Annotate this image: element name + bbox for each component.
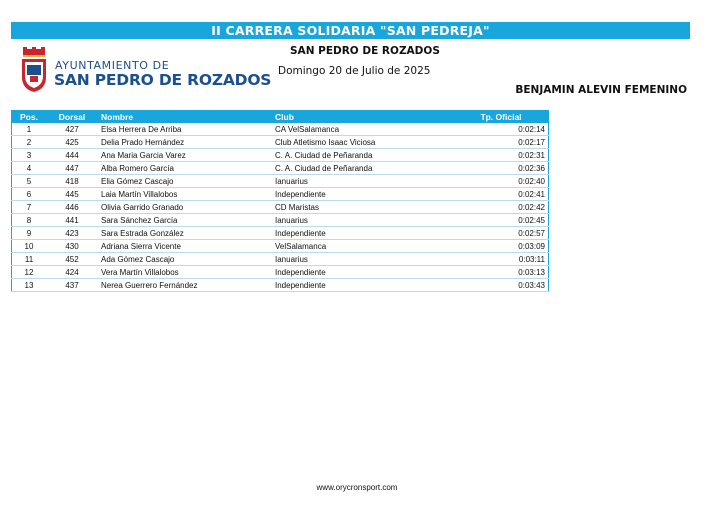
table-row [12, 253, 549, 266]
table-row [12, 136, 549, 149]
table-row [12, 149, 549, 162]
cell-official-time: 0:03:13 [518, 267, 545, 277]
cell-position: 9 [26, 228, 32, 238]
logo-line-1: AYUNTAMIENTO DE [55, 59, 170, 72]
table-row [12, 266, 549, 279]
cell-name: Nerea Guerrero Fernández [101, 280, 198, 290]
town-hall-logo [18, 47, 272, 93]
cell-bib: 441 [65, 215, 79, 225]
cell-club: Independiente [275, 280, 326, 290]
cell-bib: 430 [65, 241, 79, 251]
cell-position: 13 [24, 280, 34, 290]
table-row [12, 188, 549, 201]
cell-name: Elsa Herrera De Arriba [101, 124, 182, 134]
cell-position: 1 [26, 124, 32, 134]
cell-official-time: 0:02:41 [518, 189, 545, 199]
cell-bib: 418 [65, 176, 79, 186]
coat-of-arms-icon [18, 47, 50, 93]
cell-bib: 445 [65, 189, 79, 199]
header-position: Pos. [12, 111, 47, 124]
cell-position: 2 [26, 137, 32, 147]
cell-name: Laia Martín Villalobos [101, 189, 178, 199]
cell-official-time: 0:02:36 [518, 163, 545, 173]
cell-bib: 447 [65, 163, 79, 173]
cell-bib: 446 [65, 202, 79, 212]
header-bib: Dorsal [46, 111, 98, 124]
cell-club: Independiente [275, 189, 326, 199]
cell-bib: 427 [65, 124, 79, 134]
cell-name: Olivia Garrido Granado [101, 202, 184, 212]
cell-name: Delia Prado Hernández [101, 137, 185, 147]
cell-name: Alba Romero García [101, 163, 174, 173]
table-row [12, 175, 549, 188]
event-date: Domingo 20 de Julio de 2025 [278, 65, 431, 77]
cell-bib: 444 [65, 150, 79, 160]
cell-club: VelSalamanca [275, 241, 327, 251]
table-row [12, 214, 549, 227]
header-club: Club [272, 111, 454, 124]
cell-position: 3 [26, 150, 32, 160]
cell-position: 6 [26, 189, 32, 199]
cell-club: Club Atletismo Isaac Viciosa [275, 137, 376, 147]
event-title-bar [11, 22, 690, 39]
table-row [12, 279, 549, 292]
table-row [12, 201, 549, 214]
cell-official-time: 0:02:42 [518, 202, 545, 212]
table-row [12, 123, 549, 136]
cell-club: CA VelSalamanca [275, 124, 340, 134]
event-title: II CARRERA SOLIDARIA "SAN PEDREJA" [211, 23, 490, 38]
table-row [12, 240, 549, 253]
cell-position: 7 [26, 202, 32, 212]
cell-position: 10 [24, 241, 34, 251]
cell-official-time: 0:02:31 [518, 150, 545, 160]
cell-club: Independiente [275, 228, 326, 238]
cell-position: 12 [24, 267, 34, 277]
table-row [12, 227, 549, 240]
cell-club: C. A. Ciudad de Peñaranda [275, 150, 373, 160]
cell-bib: 437 [65, 280, 79, 290]
cell-official-time: 0:02:14 [518, 124, 545, 134]
cell-name: Vera Martín Villalobos [101, 267, 179, 277]
footer-url[interactable]: www.orycronsport.com [316, 483, 398, 492]
cell-club: CD Maristas [275, 202, 320, 212]
cell-name: Sara Estrada González [101, 228, 184, 238]
cell-official-time: 0:02:17 [518, 137, 545, 147]
cell-official-time: 0:02:40 [518, 176, 545, 186]
cell-club: Ianuarius [275, 176, 308, 186]
cell-name: Sara Sánchez García [101, 215, 178, 225]
header-name: Nombre [98, 111, 272, 124]
cell-bib: 424 [65, 267, 79, 277]
event-venue: SAN PEDRO DE ROZADOS [290, 45, 440, 57]
cell-name: Ada Gómez Cascajo [101, 254, 175, 264]
cell-club: Ianuarius [275, 215, 308, 225]
cell-name: Elia Gómez Cascajo [101, 176, 174, 186]
cell-club: Independiente [275, 267, 326, 277]
cell-official-time: 0:02:45 [518, 215, 545, 225]
header-official-time: Tp. Oficial [454, 111, 549, 124]
table-row [12, 162, 549, 175]
cell-bib: 425 [65, 137, 79, 147]
cell-name: Ana Maria Garcia Varez [101, 150, 186, 160]
cell-bib: 423 [65, 228, 79, 238]
cell-position: 11 [24, 254, 34, 264]
race-category: BENJAMIN ALEVIN FEMENINO [515, 84, 687, 96]
cell-position: 5 [26, 176, 32, 186]
cell-club: Ianuarius [275, 254, 308, 264]
cell-official-time: 0:03:43 [518, 280, 545, 290]
cell-bib: 452 [65, 254, 79, 264]
logo-line-2: SAN PEDRO DE ROZADOS [54, 71, 272, 89]
cell-name: Adriana Sierra Vicente [101, 241, 181, 251]
results-body [12, 123, 549, 292]
results-table [11, 110, 549, 292]
cell-position: 4 [26, 163, 32, 173]
cell-official-time: 0:03:11 [518, 254, 545, 264]
cell-official-time: 0:03:09 [518, 241, 545, 251]
cell-position: 8 [26, 215, 32, 225]
cell-official-time: 0:02:57 [518, 228, 545, 238]
results-header-row [12, 111, 549, 124]
cell-club: C. A. Ciudad de Peñaranda [275, 163, 373, 173]
